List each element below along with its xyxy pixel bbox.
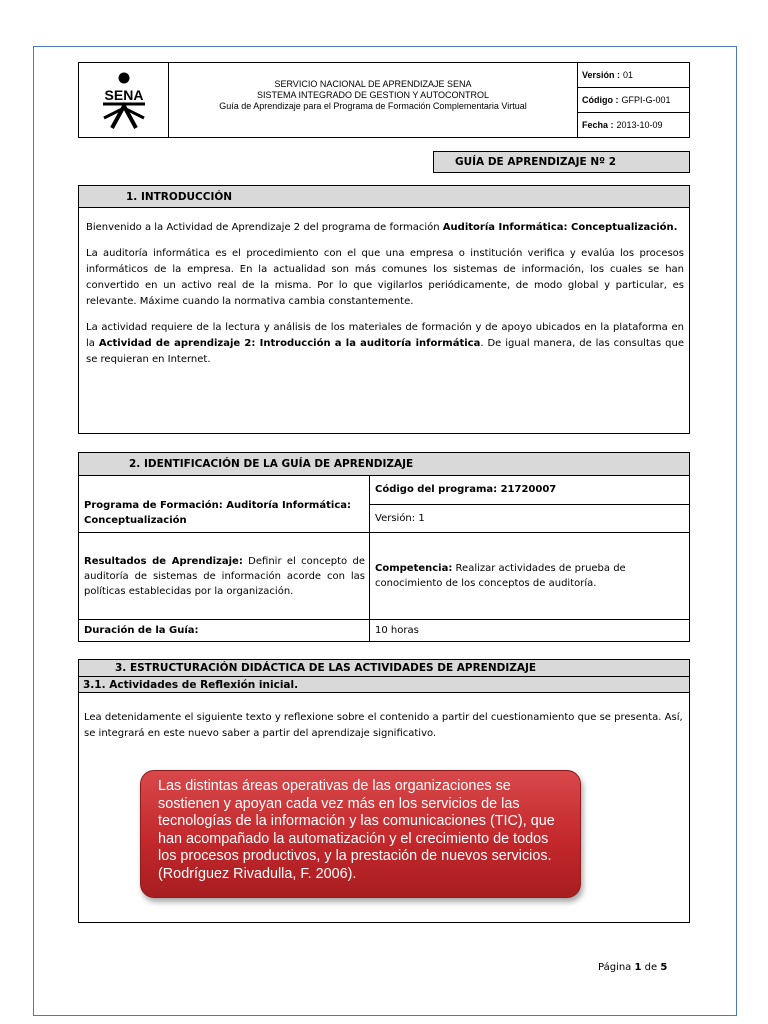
duration-label: Duración de la Guía: — [79, 620, 370, 641]
version-row: Versión : 01 — [582, 70, 634, 80]
logo-text: SENA — [104, 87, 143, 103]
section-3-title: 3. ESTRUCTURACIÓN DIDÁCTICA DE LAS ACTIVIDADES DE APRENDIZAJE — [79, 660, 689, 677]
results-row — [79, 533, 689, 620]
duration-value: 10 horas — [375, 625, 419, 636]
section-1-title: 1. INTRODUCCIÓN — [79, 186, 689, 208]
competence: Competencia: Realizar actividades de prueba de conocimiento de los conceptos de auditoría. — [375, 563, 626, 589]
program-row — [79, 476, 689, 533]
learning-results: Resultados de Aprendizaje: Definir el concepto de auditoría de sistemas de información acorde con las políticas establecidas por la organización. — [79, 533, 370, 619]
header-line-3: Guía de Aprendizaje para el Programa de Formación Complementaria Virtual — [219, 100, 527, 111]
guide-title: GUÍA DE APRENDIZAJE Nº 2 — [433, 151, 690, 173]
header-line-2: SISTEMA INTEGRADO DE GESTION Y AUTOCONTROL — [256, 89, 490, 100]
sena-logo-icon — [94, 70, 154, 130]
intro-paragraph-2: La auditoría informática es el procedimiento con el que una empresa o institución verifica y evalúa los procesos informáticos de la empresa. En la actualidad son más comunes los sistemas de información, los cuales se han convertido en un activo real de la misma. Por lo que vigilarlos periódicamente, de modo global y particular, es relevante. Máxime cuando la normativa cambia constantemente. — [86, 248, 684, 307]
section-2-title: 2. IDENTIFICACIÓN DE LA GUÍA DE APRENDIZAJE — [79, 453, 689, 476]
reflection-instructions: Lea detenidamente el siguiente texto y reflexione sobre el contenido a partir del cuestionamiento que se presenta. Así, se integrará en este nuevo saber a partir del aprendizaje significativo. — [84, 712, 683, 739]
section-1-content — [79, 208, 689, 368]
reflection-quote-box: Las distintas áreas operativas de las organizaciones se sostienen y apoyan cada vez más en los servicios de las tecnologías de la información y las comunicaciones (TIC), que han acompañado la automatización y el crecimiento de todos los procesos productivos, y la prestación de nuevos servicios. (Rodríguez Rivadulla, F. 2006). — [140, 770, 581, 898]
date-row: Fecha : 2013-10-09 — [578, 112, 689, 137]
section-identification — [78, 452, 690, 642]
section-introduction — [78, 185, 690, 434]
document-header — [78, 62, 690, 138]
sena-logo — [79, 63, 169, 137]
header-meta — [578, 63, 689, 137]
page-number: Página 1 de 5 — [598, 962, 668, 973]
duration-row — [79, 620, 689, 641]
intro-paragraph-3: La actividad requiere de la lectura y análisis de los materiales de formación y de apoyo ubicados en la plataforma en la Actividad de aprendizaje 2: Introducción a la auditoría informática. De igual manera, de las consultas que se requieran en Internet. — [86, 322, 684, 365]
intro-paragraph-1: Bienvenido a la Actividad de Aprendizaje 2 del programa de formación Auditoría Informática: Conceptualización. — [86, 222, 678, 233]
program-code: Código del programa: 21720007 — [375, 484, 557, 496]
header-line-1: SERVICIO NACIONAL DE APRENDIZAJE SENA — [274, 78, 472, 89]
section-3-1-title: 3.1. Actividades de Reflexión inicial. — [79, 677, 689, 693]
header-title — [169, 63, 578, 137]
program-name: Programa de Formación: Auditoría Informática: Conceptualización — [79, 476, 370, 532]
program-version: Versión: 1 — [370, 504, 689, 533]
code-row: Código : GFPI-G-001 — [578, 87, 689, 112]
